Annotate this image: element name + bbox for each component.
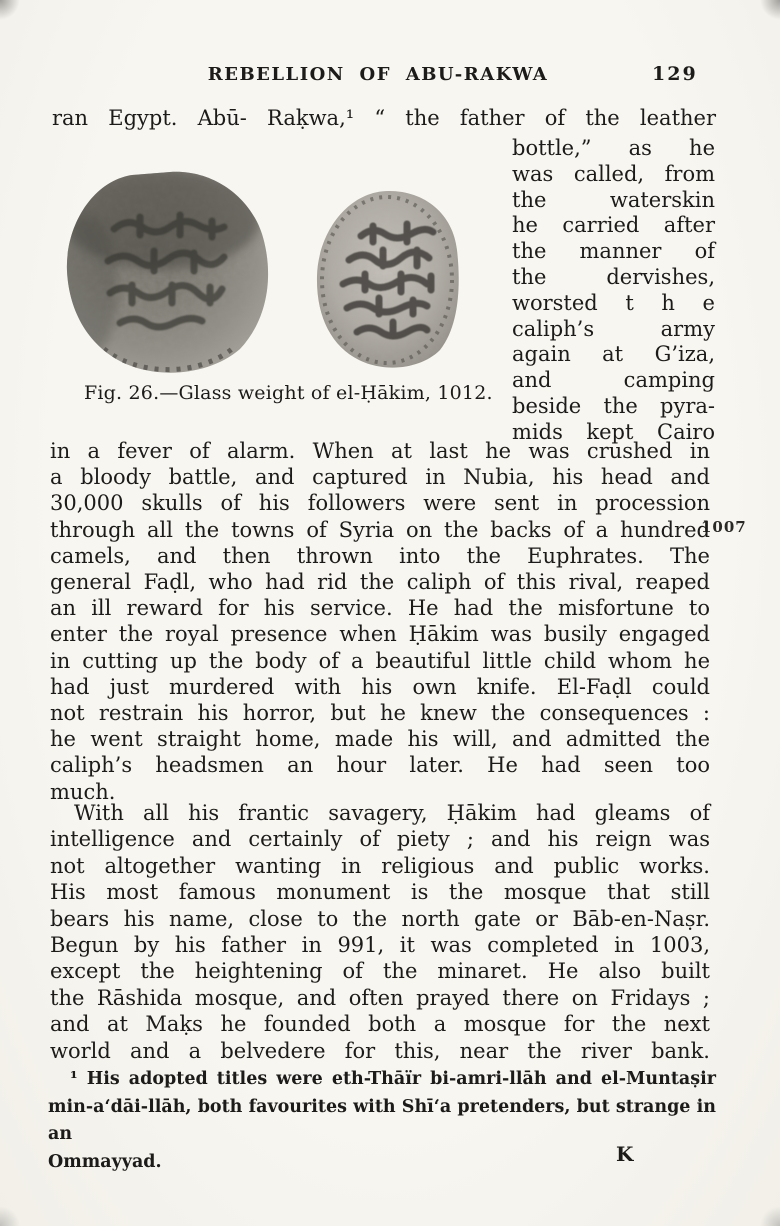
text-line: caliph’s army: [512, 316, 715, 341]
body-paragraph-1: [50, 438, 710, 805]
text-line: enter the royal presence when Ḥākim was busily engaged: [50, 622, 710, 647]
glass-weight-photo-small: [313, 188, 463, 374]
text-line: in cutting up the body of a beautiful little child whom he: [50, 648, 710, 673]
text-line: and camping: [512, 368, 715, 393]
wrapped-text-column: [512, 136, 715, 446]
figure-caption: Fig. 26.—Glass weight of el-Ḥākim, 1012.: [84, 382, 493, 404]
text-line: mids kept Cairo: [512, 419, 715, 444]
text-line: a bloody battle, and captured in Nubia, his head and: [50, 465, 710, 490]
text-line: the manner of: [512, 239, 715, 264]
body-paragraph-2: [50, 800, 710, 1064]
page-number: 129: [652, 63, 698, 85]
glass-weight-photo-large: [62, 167, 274, 377]
text-line: bottle,” as he: [512, 136, 715, 160]
text-line: again at G’iza,: [512, 342, 715, 367]
text-line: 30,000 skulls of his followers were sent in procession: [50, 491, 710, 516]
text-line: had just murdered with his own knife. El-Faḍl could: [50, 674, 710, 699]
figure-image-left: [62, 167, 274, 377]
margin-date-note: 1007: [701, 518, 747, 536]
text-line: caliph’s headsmen an hour later. He had seen too: [50, 753, 710, 778]
text-line: min-a‘dāi-llāh, both favourites with Shī‘a pretenders, but strange in an: [48, 1096, 716, 1144]
figure-image-right: [313, 188, 463, 374]
running-header: REBELLION OF ABU-RAKWA: [207, 64, 549, 85]
text-line: intelligence and certainly of piety ; and his reign was: [50, 827, 710, 852]
text-line: Ommayyad.: [48, 1151, 162, 1172]
text-line: was called, from: [512, 161, 715, 186]
text-line: the Rāshida mosque, and often prayed there on Fridays ;: [50, 985, 710, 1010]
text-line: except the heightening of the minaret. He also built: [50, 959, 710, 984]
text-line: worsted t h e: [512, 290, 715, 315]
scan-corner: [0, 1206, 20, 1226]
text-line: and at Maḳs he founded both a mosque for the next: [50, 1012, 710, 1037]
text-line: camels, and then thrown into the Euphrates. The: [50, 543, 710, 568]
text-line: much.: [50, 779, 116, 804]
text-line: he went straight home, made his will, and admitted the: [50, 727, 710, 752]
text-line: an ill reward for his service. He had the misfortune to: [50, 596, 710, 621]
text-line: beside the pyra-: [512, 393, 715, 418]
scan-corner: [0, 0, 20, 20]
text-line: world and a belvedere for this, near the river bank.: [50, 1038, 710, 1063]
text-line: Begun by his father in 991, it was completed in 1003,: [50, 933, 710, 958]
text-line: in a fever of alarm. When at last he was crushed in: [50, 439, 710, 463]
text-line: With all his frantic savagery, Ḥākim had gleams of: [74, 801, 710, 825]
text-line: not restrain his horror, but he knew the consequences :: [50, 701, 710, 726]
text-line: the dervishes,: [512, 264, 715, 289]
text-line: general Faḍl, who had rid the caliph of this rival, reaped: [50, 570, 710, 595]
text-line: he carried after: [512, 213, 715, 238]
printer-signature: K: [616, 1142, 634, 1166]
text-line: not altogether wanting in religious and public works.: [50, 853, 710, 878]
text-line: His most famous monument is the mosque that still: [50, 880, 710, 905]
body-text-intro-line: ran Egypt. Abū- Raḳwa,¹ “ the father of the leather: [52, 106, 716, 130]
text-line: the waterskin: [512, 187, 715, 212]
text-line: ¹ His adopted titles were eth-Thāïr bi-amri-llāh and el-Muntaṣir: [70, 1069, 716, 1089]
text-line: through all the towns of Syria on the backs of a hundred: [50, 517, 710, 542]
scan-corner: [760, 0, 780, 20]
text-line: bears his name, close to the north gate or Bāb-en-Naṣr.: [50, 906, 710, 931]
scan-corner: [760, 1206, 780, 1226]
